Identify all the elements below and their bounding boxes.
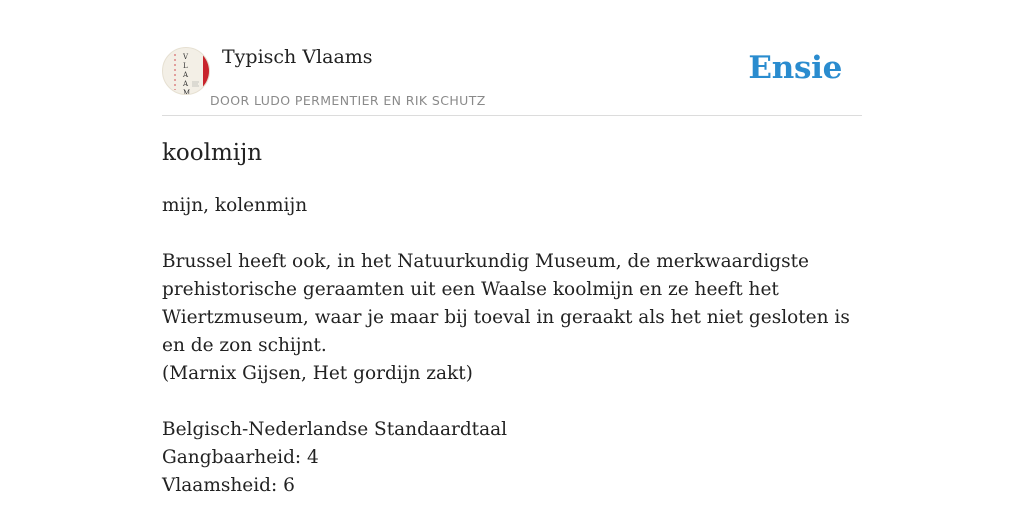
blog-title[interactable]: Typisch Vlaams [222,46,373,68]
blog-avatar[interactable] [162,47,210,95]
entry-title: koolmijn [162,140,263,166]
avatar-stripe [203,48,209,95]
svg-text:A: A [183,80,189,88]
svg-text:M: M [183,89,191,96]
ensie-logo[interactable]: Ensie [748,50,842,86]
svg-text:L: L [183,62,188,70]
entry-quote-source: (Marnix Gijsen, Het gordijn zakt) [162,363,473,384]
entry-language: Belgisch-Nederlandse Standaardtaal [162,419,508,440]
entry-definition: mijn, kolenmijn [162,195,308,216]
svg-text:V: V [183,53,189,61]
spacer [162,388,852,416]
entry-gangbaarheid: Gangbaarheid: 4 [162,447,319,468]
page-header [162,44,862,116]
byline: DOOR LUDO PERMENTIER EN RIK SCHUTZ [210,93,486,108]
entry-content [162,192,852,500]
spacer [162,220,852,248]
entry-quote: Brussel heeft ook, in het Natuurkundig Museum, de merkwaardigste prehistorische geraamten uit een Waalse koolmijn en ze heeft het Wiertzmuseum, waar je maar bij toeval in geraakt als het niet gesloten is en de zon schijnt. [162,251,850,356]
entry-vlaamsheid: Vlaamsheid: 6 [162,475,295,496]
svg-text:A: A [183,71,189,79]
